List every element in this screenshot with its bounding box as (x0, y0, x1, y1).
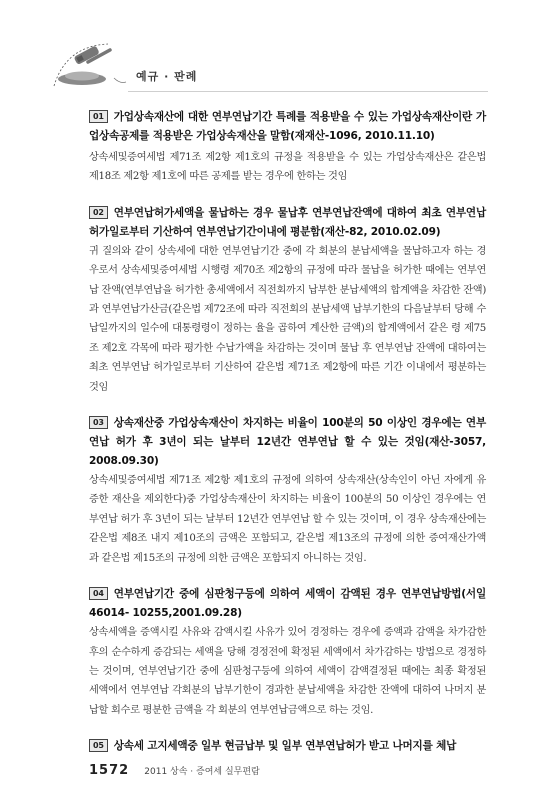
case-item (89, 737, 486, 756)
case-item (89, 108, 486, 187)
case-title (89, 414, 486, 471)
case-body: 상속세및증여세법 제71조 제2항 제1호의 규정을 적용받을 수 있는 가업상속재산은 같은법 제18조 제2항 제1호에 따른 공제를 받는 경우에 한하는 것임 (89, 152, 486, 183)
case-body: 상속세및증여세법 제71조 제2항 제1호의 규정에 의하여 상속재산(상속인이 아닌 자에게 유증한 재산을 제외한다)중 가업상속재산이 차지하는 비율이 100분의 50 이상인 경우에는 연부연납 허가 후 3년이 되는 날부터 12년간 연부연납 할 수 있는 것이며, 이 경우 상속재산에는 같은법 제8조 내지 제10조의 금액은 포함되고, 같은법 제13조의 규정에 의한 증여재산가액과 같은법 제15조의 규정에 의한 금액은 포함되지 아니하는 것임. (89, 475, 486, 564)
case-item (89, 414, 486, 568)
case-title (89, 204, 486, 242)
header-divider (128, 91, 488, 92)
case-number-badge: 04 (89, 587, 108, 600)
case-number-badge: 01 (89, 110, 108, 123)
gavel-icon (52, 42, 132, 92)
case-title (89, 108, 486, 146)
case-title (89, 737, 486, 756)
section-label: 예규 · 판례 (136, 70, 198, 83)
book-title: 2011 상속 · 증여세 실무편람 (144, 767, 260, 777)
case-title-text: 가업상속재산에 대한 연부연납기간 특례를 적용받을 수 있는 가업상속재산이란 가업상속공제를 적용받은 가업상속재산을 말함(재재산-1096, 2010.11.10) (89, 111, 486, 142)
case-title-text: 연부연납기간 중에 심판청구등에 의하여 세액이 감액된 경우 연부연납방법(서일46014- 10255,2001.09.28) (89, 588, 486, 620)
case-number-badge: 02 (89, 206, 108, 219)
case-body: 상속세액을 증액시킬 사유와 감액시킬 사유가 있어 경정하는 경우에 증액과 감액을 차가감한 후의 순수하게 증감되는 세액을 당해 경정전에 확정된 세액에서 차가감하는 방법으로 경정하는 것이며, 연부연납기간 중에 심판청구등에 의하여 세액이 감액결정된 때에는 최종 확정된 세액에서 연부연납 각회분의 납부기한이 경과한 분납세액을 차감한 잔액에 대하여 나머지 분납할 회수로 평분한 금액을 각 회분의 연부연납금액으로 하는 것임. (89, 627, 486, 716)
case-number-badge: 05 (89, 739, 108, 752)
case-list (89, 108, 486, 756)
case-item (89, 204, 486, 397)
case-title-text: 연부연납허가세액을 물납하는 경우 물납후 연부연납잔액에 대하여 최초 연부연납허가일로부터 기산하여 연부연납기간이내에 평분함(재산-82, 2010.02.09) (89, 206, 486, 238)
case-title-text: 상속재산중 가업상속재산이 차지하는 비율이 100분의 50 이상인 경우에는 연부연납 허가 후 3년이 되는 날부터 12년간 연부연납 할 수 있는 것임(재산-3057, 2008.09.30) (89, 417, 486, 468)
case-item (89, 585, 486, 720)
page-number: 1572 (89, 763, 130, 778)
page-footer (89, 759, 489, 779)
case-title (89, 585, 486, 623)
case-number-badge: 03 (89, 416, 108, 429)
page-header (0, 0, 550, 95)
case-title-text: 상속세 고지세액중 일부 현금납부 및 일부 연부연납허가 받고 나머지를 체납 (113, 740, 457, 753)
case-body: 귀 질의와 같이 상속세에 대한 연부연납기간 중에 각 회분의 분납세액을 물납하고자 하는 경우로서 상속세및증여세법 시행령 제70조 제2항의 규정에 따라 물납을 허가한 때에는 연부연납 잔액(연부연납을 허가한 총세액에서 직전회까지 납부한 분납세액의 합계액을 차감한 잔액)과 연부연납가산금(같은법 제72조에 따라 직전회의 분납세액 납부기한의 다음날부터 당해 수납일까지의 일수에 대통령령이 정하는 율을 곱하여 계산한 금액)의 합계액에서 같은 령 제75조 제2호 각목에 따라 평가한 수납가액을 차감하는 것이며 물납 후 연부연납 잔액에 대하여는 최초 연부연납 허가일로부터 기산하여 같은법 제71조 제2항에 따른 기간 이내에서 평분하는 것임 (89, 245, 486, 393)
